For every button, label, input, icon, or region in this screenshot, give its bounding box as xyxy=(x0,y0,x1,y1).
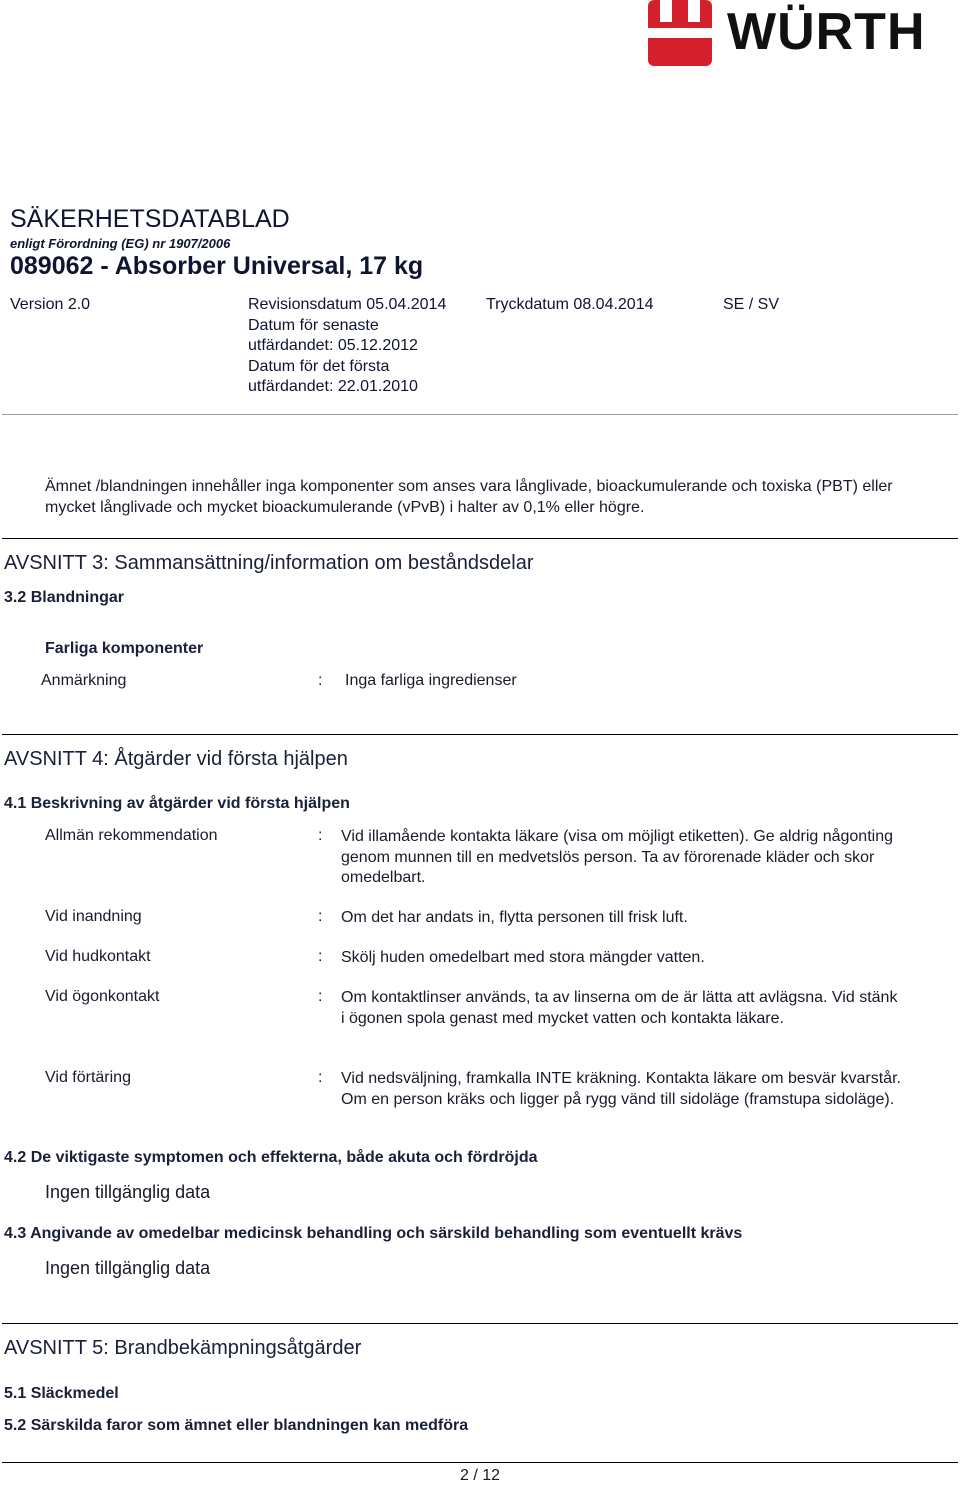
first-issue-label: Datum för det första xyxy=(248,357,390,375)
footer-divider xyxy=(2,1462,958,1463)
section-divider xyxy=(2,538,958,539)
subsection-4-3: 4.3 Angivande av omedelbar medicinsk behandling och särskild behandling som eventuellt krävs xyxy=(4,1225,743,1242)
version: Version 2.0 xyxy=(10,296,91,313)
subsection-5-1: 5.1 Släckmedel xyxy=(4,1385,119,1402)
first-aid-label-eye: Vid ögonkontakt xyxy=(45,988,160,1005)
colon: : xyxy=(318,827,323,844)
remark-value: Inga farliga ingredienser xyxy=(345,672,517,689)
colon: : xyxy=(318,672,323,689)
first-issue-date: utfärdandet: 22.01.2010 xyxy=(248,378,418,395)
subsection-4-3-text: Ingen tillgänglig data xyxy=(45,1258,211,1278)
first-aid-value-general: Vid illamående kontakta läkare (visa om möjligt etiketten). Ge aldrig någonting genom munnen till en medvetslös person. Ta av förorenade kläder och skor omedelbart. xyxy=(341,828,893,886)
subsection-4-1: 4.1 Beskrivning av åtgärder vid första hjälpen xyxy=(4,795,350,812)
previous-issue-date: utfärdandet: 05.12.2012 xyxy=(248,337,418,354)
colon: : xyxy=(318,908,323,925)
section-divider xyxy=(2,734,958,735)
revision-date: Revisionsdatum 05.04.2014 xyxy=(248,296,447,313)
subsection-4-2: 4.2 De viktigaste symptomen och effekterna, både akuta och fördröjda xyxy=(4,1149,538,1166)
first-aid-label-inhalation: Vid inandning xyxy=(45,908,142,925)
colon: : xyxy=(318,1069,323,1086)
revision-block xyxy=(248,295,446,398)
colon: : xyxy=(318,988,323,1005)
previous-issue-label: Datum för senaste xyxy=(248,316,379,334)
subsection-4-2-text: Ingen tillgänglig data xyxy=(45,1182,211,1202)
first-aid-label-skin: Vid hudkontakt xyxy=(45,948,151,965)
first-aid-value-ingestion: Vid nedsväljning, framkalla INTE kräkning. Kontakta läkare om besvär kvarstår. Om en person kräks och ligger på rygg vänd till sidoläge (framstupa sidoläge). xyxy=(341,1070,901,1108)
first-aid-value-eye: Om kontaktlinser används, ta av linserna om de är lätta att avlägsna. Vid stänk i ögonen spola genast med mycket vatten och kontakta läkare. xyxy=(341,989,898,1027)
subsection-5-2: 5.2 Särskilda faror som ämnet eller blandningen kan medföra xyxy=(4,1417,469,1434)
print-date: Tryckdatum 08.04.2014 xyxy=(486,296,654,313)
section-4-title: AVSNITT 4: Åtgärder vid första hjälpen xyxy=(4,748,348,770)
section-3-title: AVSNITT 3: Sammansättning/information om beståndsdelar xyxy=(4,552,534,574)
subsection-3-2: 3.2 Blandningar xyxy=(4,589,125,606)
first-aid-value-skin: Skölj huden omedelbart med stora mängder vatten. xyxy=(341,949,705,966)
section-5-title: AVSNITT 5: Brandbekämpningsåtgärder xyxy=(4,1337,362,1359)
regulation-subtitle: enligt Förordning (EG) nr 1907/2006 xyxy=(10,236,231,251)
colon: : xyxy=(318,948,323,965)
document-title: SÄKERHETSDATABLAD xyxy=(10,205,290,233)
header-divider xyxy=(2,414,958,415)
logo-wordmark: WÜRTH xyxy=(727,3,926,61)
logo-mark-icon xyxy=(648,0,712,66)
page-number: 2 / 12 xyxy=(459,1467,501,1484)
first-aid-label-ingestion: Vid förtäring xyxy=(45,1069,131,1086)
locale: SE / SV xyxy=(723,296,780,313)
first-aid-value-inhalation: Om det har andats in, flytta personen till frisk luft. xyxy=(341,909,688,926)
hazardous-components-heading: Farliga komponenter xyxy=(45,640,204,657)
remark-label: Anmärkning xyxy=(41,672,127,689)
section-divider xyxy=(2,1323,958,1324)
product-name: 089062 - Absorber Universal, 17 kg xyxy=(10,252,424,280)
pbt-note: Ämnet /blandningen innehåller inga komponenter som anses vara långlivade, bioackumulerande och toxiska (PBT) eller mycket långlivade och mycket bioackumulerande (vPvB) i halter av 0,1% eller högre. xyxy=(45,478,893,516)
first-aid-label-general: Allmän rekommendation xyxy=(45,827,218,844)
